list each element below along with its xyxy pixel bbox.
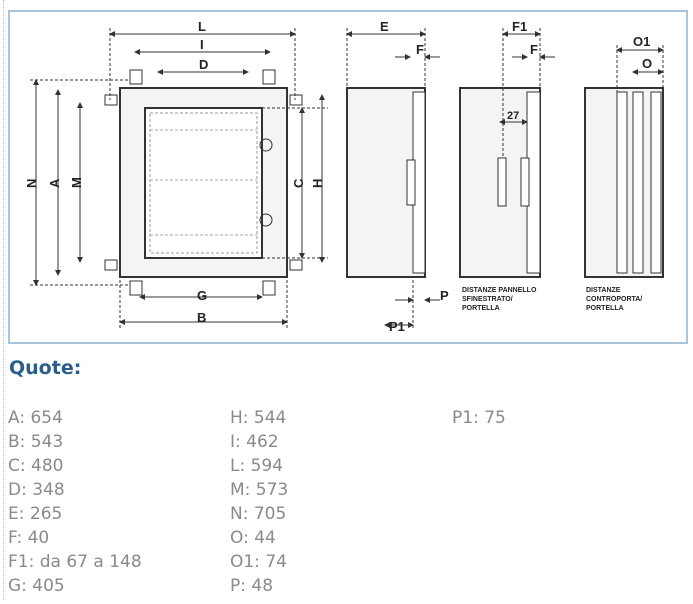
- caption-line: DISTANZE: [586, 287, 621, 294]
- label-O: O: [642, 56, 653, 71]
- label-O1: O1: [633, 34, 651, 49]
- label-P1: P1: [389, 319, 405, 334]
- side-view-counterdoor: [585, 45, 663, 277]
- quote-item: B: 543: [8, 432, 64, 452]
- label-E: E: [380, 19, 389, 34]
- quote-column-1: [8, 406, 142, 598]
- caption-line: SFINESTRATO/: [462, 296, 513, 303]
- label-A: A: [47, 178, 62, 188]
- quote-item: E: 265: [8, 504, 63, 524]
- label-F1: F1: [512, 19, 528, 34]
- quote-item: I: 462: [230, 432, 279, 452]
- side-view-panel: [460, 28, 555, 277]
- label-D: D: [199, 57, 209, 72]
- label-P: P: [440, 288, 449, 303]
- quote-item: C: 480: [8, 456, 64, 476]
- quote-item: D: 348: [8, 480, 65, 500]
- label-M: M: [69, 177, 84, 188]
- label-I: I: [200, 37, 204, 52]
- quote-title: Quote:: [9, 357, 82, 379]
- dimension-labels: [24, 19, 652, 334]
- caption-line: PORTELLA: [586, 305, 624, 312]
- quote-item: H: 544: [230, 408, 287, 428]
- label-L: L: [198, 19, 206, 34]
- quote-column-3: [452, 406, 506, 430]
- quote-item: F1: da 67 a 148: [8, 552, 142, 572]
- quote-item: G: 405: [8, 576, 65, 596]
- quote-item: M: 573: [230, 480, 289, 500]
- label-C: C: [291, 178, 306, 188]
- quote-item: O1: 74: [230, 552, 287, 572]
- label-G: G: [197, 288, 208, 303]
- side-view: [347, 28, 440, 330]
- label-27: 27: [507, 110, 520, 122]
- quote-item: N: 705: [230, 504, 287, 524]
- quote-item: P1: 75: [452, 408, 506, 428]
- label-N: N: [24, 178, 39, 188]
- quote-item: L: 594: [230, 456, 284, 476]
- quote-item: A: 654: [8, 408, 63, 428]
- front-view: [105, 70, 302, 295]
- caption-line: CONTROPORTA/: [586, 296, 643, 303]
- label-H: H: [310, 178, 325, 188]
- caption-line: PORTELLA: [462, 305, 500, 312]
- quote-item: F: 40: [8, 528, 50, 548]
- label-B: B: [197, 310, 207, 325]
- quote-column-2: [230, 406, 288, 598]
- quote-item: O: 44: [230, 528, 276, 548]
- caption-line: DISTANZE PANNELLO: [462, 287, 537, 294]
- captions: [462, 287, 642, 312]
- label-F-panel: F: [530, 42, 538, 57]
- label-F: F: [416, 42, 424, 57]
- quote-item: P: 48: [230, 576, 274, 596]
